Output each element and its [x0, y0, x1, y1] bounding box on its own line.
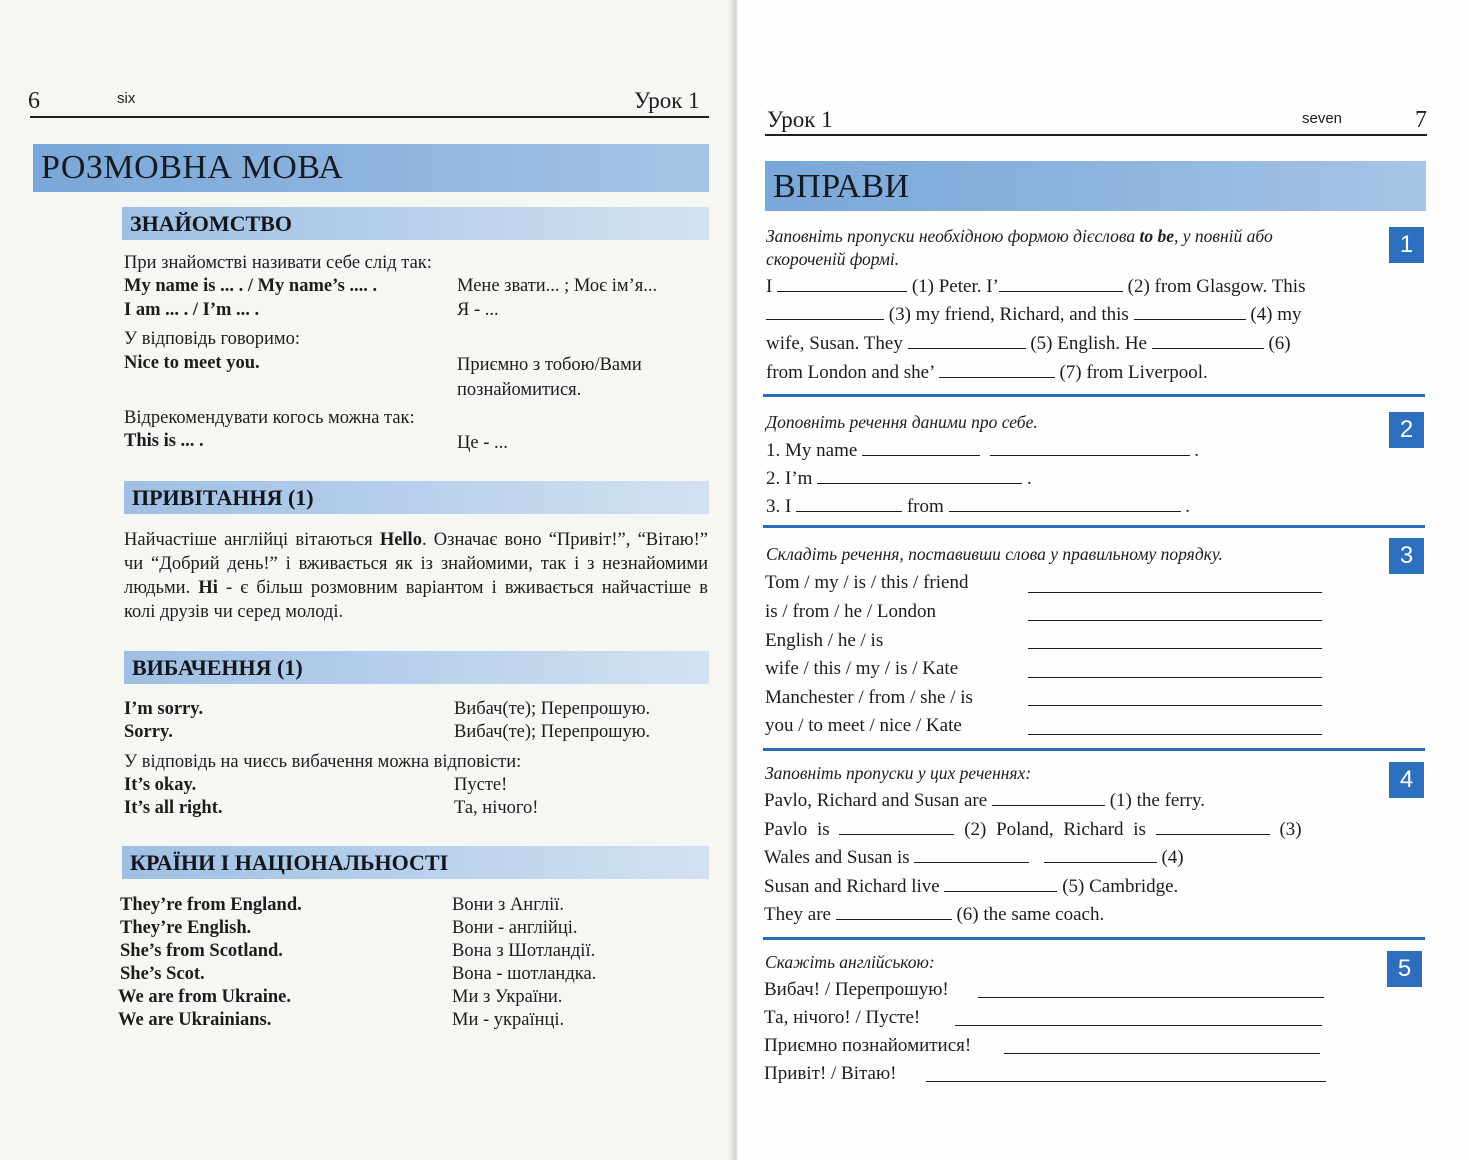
word-order-item: Tom / my / is / this / friend: [765, 572, 969, 593]
blank-field[interactable]: [796, 495, 902, 512]
main-title-banner: ВПРАВИ: [765, 161, 1426, 211]
exercise-line: [764, 875, 1178, 899]
word-order-item: Manchester / from / she / is: [765, 687, 973, 708]
intro-lead-2: У відповідь говоримо:: [124, 329, 300, 349]
exercise-instruction: Заповніть пропуски у цих реченнях:: [765, 763, 1032, 783]
exercise-number-badge: 4: [1389, 762, 1424, 798]
text: (4): [1161, 847, 1184, 868]
section-title-apology: ВИБАЧЕННЯ (1): [124, 651, 709, 684]
section-title-greeting: ПРИВІТАННЯ (1): [124, 481, 709, 514]
exercise-line: [764, 818, 1302, 842]
text: I: [766, 276, 773, 297]
phrase-uk: Ми - українці.: [452, 1010, 565, 1030]
answer-line[interactable]: [1028, 648, 1322, 649]
blank-field[interactable]: [939, 361, 1055, 378]
exercise-instruction: Складіть речення, поставивши слова у правильному порядку.: [766, 544, 1223, 564]
phrase-uk: Та, нічого!: [454, 798, 539, 818]
text: (2) Poland, Richard is: [964, 819, 1146, 840]
phrase-uk: Вони - англійці.: [452, 918, 578, 938]
exercise-separator: [763, 748, 1425, 751]
phrase-en: She’s Scot.: [120, 964, 205, 984]
text: (2) from Glasgow. This: [1127, 276, 1306, 297]
phrase-uk: Пусте!: [454, 775, 508, 795]
page-word: six: [117, 90, 136, 107]
blank-field[interactable]: [990, 439, 1190, 456]
text: .: [1026, 468, 1032, 489]
blank-field[interactable]: [1152, 332, 1264, 349]
blank-field[interactable]: [862, 439, 980, 456]
phrase-en: They’re from England.: [120, 895, 302, 915]
text: , у повній або: [1173, 226, 1273, 246]
phrase-en: We are from Ukraine.: [118, 987, 291, 1007]
blank-field[interactable]: [992, 789, 1105, 806]
phrase-uk: Вибач(те); Перепрошую.: [454, 699, 651, 719]
phrase-en: They’re English.: [120, 918, 252, 938]
phrase-uk: Вона - шотландка.: [452, 964, 597, 984]
intro-lead-1: При знайомстві називати себе слід так:: [124, 253, 432, 273]
hi-word: Hi: [198, 578, 218, 598]
exercise-line: [766, 467, 1032, 491]
blank-field[interactable]: [944, 875, 1057, 892]
blank-field[interactable]: [1156, 818, 1270, 835]
answer-line[interactable]: [926, 1081, 1326, 1082]
blank-field[interactable]: [836, 903, 952, 920]
answer-line[interactable]: [1028, 734, 1322, 735]
phrase-en: It’s all right.: [124, 798, 223, 818]
exercise-number-badge: 2: [1389, 412, 1424, 448]
exercise-separator: [763, 394, 1425, 397]
phrase-uk-cont: познайомитися.: [457, 380, 582, 400]
text: (3): [1279, 819, 1302, 840]
text: Susan and Richard live: [764, 876, 940, 897]
exercise-line: [764, 846, 1184, 870]
text: Pavlo is: [764, 819, 830, 840]
page-word: seven: [1302, 110, 1343, 127]
apology-lead: У відповідь на чиєсь вибачення можна відповісти:: [124, 752, 522, 772]
word-order-item: English / he / is: [765, 630, 884, 651]
blank-field[interactable]: [914, 846, 1029, 863]
exercise-line: [766, 495, 1190, 519]
exercise-separator: [763, 525, 1425, 528]
phrase-en: My name is ... . / My name’s .... .: [124, 276, 378, 296]
exercise-line: [766, 361, 1208, 385]
phrase-en: Sorry.: [124, 722, 173, 742]
answer-line[interactable]: [1028, 620, 1322, 621]
text: Заповніть пропуски необхідною формою дієслова: [766, 226, 1140, 246]
blank-field[interactable]: [817, 467, 1022, 484]
book-spine-shadow: [728, 0, 738, 1160]
phrase-uk: Вона з Шотландії.: [452, 941, 596, 961]
lesson-label: Урок 1: [634, 88, 700, 113]
section-title-countries: КРАЇНИ І НАЦІОНАЛЬНОСТІ: [122, 846, 709, 879]
exercise-separator: [763, 937, 1425, 940]
text: (5) Cambridge.: [1062, 876, 1179, 897]
text: (6) the same coach.: [956, 904, 1105, 925]
exercise-line: [766, 439, 1199, 463]
blank-field[interactable]: [777, 275, 907, 292]
text: to be: [1139, 226, 1174, 246]
phrase-uk: Приємно з тобою/Вами: [457, 355, 642, 375]
phrase-uk: Вибач(те); Перепрошую.: [454, 722, 651, 742]
exercise-line: [764, 789, 1205, 813]
exercise-number-badge: 3: [1389, 538, 1424, 574]
blank-field[interactable]: [766, 303, 884, 320]
text: from London and she’: [766, 362, 934, 383]
translate-item: Та, нічого! / Пусте!: [764, 1007, 921, 1028]
phrase-uk: Я - ...: [457, 300, 499, 320]
exercise-line: [766, 332, 1291, 356]
text: - є більш розмовним варіантом і вживається найчастіше в колі друзів чи серед молоді.: [124, 578, 708, 622]
phrase-uk: Мене звати... ; Моє ім’я...: [457, 276, 658, 296]
exercise-instruction: Доповніть речення даними про себе.: [766, 412, 1038, 432]
word-order-item: you / to meet / nice / Kate: [765, 715, 962, 736]
translate-item: Приємно познайомитися!: [764, 1035, 972, 1056]
text: from: [906, 496, 944, 517]
text: .: [1185, 496, 1191, 517]
text: Pavlo, Richard and Susan are: [764, 790, 988, 811]
answer-line[interactable]: [1028, 705, 1322, 706]
exercise-line: [766, 275, 1305, 299]
lesson-label: Урок 1: [767, 107, 833, 132]
text: Wales and Susan is: [764, 847, 910, 868]
translate-item: Привіт! / Вітаю!: [764, 1063, 897, 1084]
blank-field[interactable]: [908, 332, 1026, 349]
phrase-en: We are Ukrainians.: [118, 1010, 272, 1030]
text: (5) English. He: [1030, 333, 1147, 354]
page-number: 7: [1415, 107, 1427, 133]
text: 1. My name: [766, 440, 858, 461]
text: (6): [1268, 333, 1291, 354]
answer-line[interactable]: [978, 997, 1324, 998]
blank-field[interactable]: [839, 818, 954, 835]
phrase-en: I am ... . / I’m ... .: [124, 300, 260, 320]
answer-line[interactable]: [1004, 1053, 1320, 1054]
answer-line[interactable]: [1028, 677, 1322, 678]
word-order-item: is / from / he / London: [765, 601, 936, 622]
exercise-instruction: [766, 225, 1366, 271]
blank-field[interactable]: [949, 495, 1181, 512]
main-title-banner: РОЗМОВНА МОВА: [33, 144, 709, 192]
blank-field[interactable]: [999, 275, 1123, 292]
phrase-uk: Ми з України.: [452, 987, 563, 1007]
text: 3. I: [766, 496, 792, 517]
phrase-en: I’m sorry.: [124, 699, 204, 719]
text: They are: [764, 904, 831, 925]
text: Найчастіше англійці вітаються: [124, 530, 380, 550]
section-title-intro: ЗНАЙОМСТВО: [122, 207, 709, 240]
word-order-item: wife / this / my / is / Kate: [765, 658, 959, 679]
text: скороченій формі.: [766, 249, 900, 269]
header-rule: [765, 134, 1427, 136]
text: . Означає воно “Привіт!”, “Вітаю!” чи “Добрий день!” і вживається як із знайомими, так і з незнайомими людьми.: [124, 530, 709, 598]
phrase-en: This is ... .: [124, 431, 204, 451]
text: (1) the ferry.: [1109, 790, 1205, 811]
exercise-number-badge: 5: [1387, 951, 1422, 987]
text: wife, Susan. They: [766, 333, 903, 354]
answer-line[interactable]: [955, 1025, 1322, 1026]
blank-field[interactable]: [1044, 846, 1157, 863]
text: (4) my: [1250, 304, 1302, 325]
phrase-en: It’s okay.: [124, 775, 197, 795]
text: .: [1194, 440, 1200, 461]
phrase-en: She’s from Scotland.: [120, 941, 283, 961]
text: (1) Peter. I’: [911, 276, 999, 297]
exercise-number-badge: 1: [1389, 227, 1424, 263]
intro-lead-3: Відрекомендувати когось можна так:: [124, 408, 415, 428]
blank-field[interactable]: [1134, 303, 1246, 320]
answer-line[interactable]: [1028, 592, 1322, 593]
phrase-uk: Вони з Англії.: [452, 895, 564, 915]
phrase-en: Nice to meet you.: [124, 353, 260, 373]
text: (7) from Liverpool.: [1059, 362, 1208, 383]
exercise-line: [764, 903, 1104, 927]
translate-item: Вибач! / Перепрошую!: [764, 979, 949, 1000]
exercise-line: [766, 303, 1302, 327]
text: 2. I’m: [766, 468, 813, 489]
page-number: 6: [28, 88, 40, 114]
hello-word: Hello: [379, 530, 422, 550]
text: (3) my friend, Richard, and this: [888, 304, 1129, 325]
phrase-uk: Це - ...: [457, 433, 508, 453]
exercise-instruction: Скажіть англійською:: [765, 952, 935, 972]
